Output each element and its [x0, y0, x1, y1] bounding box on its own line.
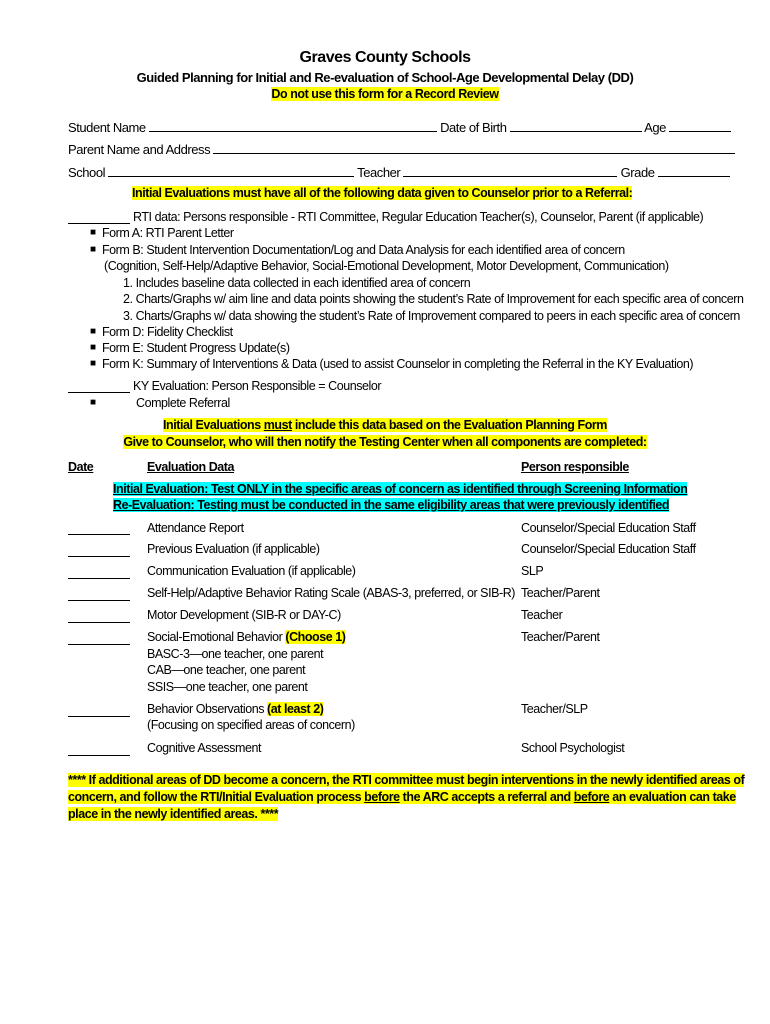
date-blank[interactable]: [68, 716, 130, 717]
ky-check-blank[interactable]: [68, 392, 130, 393]
evaluation-item: Motor Development (SIB-R or DAY-C): [147, 608, 341, 622]
person-responsible: Counselor/Special Education Staff: [521, 521, 696, 535]
date-blank[interactable]: [68, 534, 130, 535]
rti-line: RTI data: Persons responsible - RTI Committee, Regular Education Teacher(s), Counselor, Parent (if applicable): [133, 210, 704, 224]
school-row: [68, 164, 730, 180]
person-responsible: Teacher/Parent: [521, 586, 600, 600]
date-blank[interactable]: [68, 600, 130, 601]
age-field[interactable]: [669, 119, 731, 132]
footer-note-line1: **** If additional areas of DD become a concern, the RTI committee must begin interventions in the newly identified areas of: [68, 773, 745, 787]
date-blank[interactable]: [68, 556, 130, 557]
grade-field[interactable]: [658, 164, 730, 177]
person-responsible: Counselor/Special Education Staff: [521, 542, 696, 556]
footer-note-line3: place in the newly identified areas. ****: [68, 807, 279, 821]
page-title: Graves County Schools: [299, 49, 471, 66]
grade-label: Grade: [620, 165, 655, 180]
evaluation-item: Communication Evaluation (if applicable): [147, 564, 356, 578]
evaluation-item: Self-Help/Adaptive Behavior Rating Scale (ABAS-3, preferred, or SIB-R): [147, 586, 515, 600]
parent-field[interactable]: [213, 141, 735, 154]
form-d-item: Form D: Fidelity Checklist: [102, 325, 233, 339]
parent-row: [68, 141, 735, 157]
form-e-item: Form E: Student Progress Update(s): [102, 341, 290, 355]
rti-check-blank[interactable]: [68, 223, 130, 224]
page-subtitle: Guided Planning for Initial and Re-evaluation of School-Age Developmental Delay (DD): [136, 70, 634, 85]
student-info-row: [68, 119, 731, 135]
form-b-item: Form B: Student Intervention Documentation/Log and Data Analysis for each identified area of concern: [102, 243, 625, 257]
section2-subheading: Give to Counselor, who will then notify the Testing Center when all components are completed:: [123, 435, 647, 449]
complete-referral-item: Complete Referral: [136, 396, 230, 410]
footer-note-line2: concern, and follow the RTI/Initial Evaluation process before the ARC accepts a referral and before an evaluation can take: [68, 790, 736, 804]
bullet-icon: ■: [90, 358, 97, 369]
age-label: Age: [644, 120, 666, 135]
section1-heading: Initial Evaluations must have all of the following data given to Counselor prior to a Referral:: [132, 186, 633, 200]
person-responsible: SLP: [521, 564, 544, 578]
bullet-icon: ■: [90, 244, 97, 255]
student-name-field[interactable]: [149, 119, 437, 132]
school-field[interactable]: [108, 164, 354, 177]
form-k-item: Form K: Summary of Interventions & Data (used to assist Counselor in completing the Referral in the KY Evaluation): [102, 357, 694, 371]
sub-option: BASC-3—one teacher, one parent: [147, 647, 324, 661]
teacher-label: Teacher: [357, 165, 401, 180]
parent-label: Parent Name and Address: [68, 142, 211, 157]
person-responsible: Teacher/Parent: [521, 630, 600, 644]
column-person-responsible: Person responsible: [521, 460, 629, 474]
sub-option: CAB—one teacher, one parent: [147, 663, 306, 677]
bullet-icon: ■: [90, 227, 97, 238]
school-label: School: [68, 165, 106, 180]
evaluation-item: Attendance Report: [147, 521, 244, 535]
dob-label: Date of Birth: [440, 120, 507, 135]
ky-evaluation-line: KY Evaluation: Person Responsible = Counselor: [133, 379, 382, 393]
teacher-field[interactable]: [403, 164, 617, 177]
dob-field[interactable]: [510, 119, 642, 132]
date-blank[interactable]: [68, 578, 130, 579]
re-evaluation-note: Re-Evaluation: Testing must be conducted in the same eligibility areas that were previously identified: [113, 498, 670, 512]
date-blank[interactable]: [68, 644, 130, 645]
form-a-item: Form A: RTI Parent Letter: [102, 226, 234, 240]
bullet-icon: ■: [90, 326, 97, 337]
person-responsible: Teacher: [521, 608, 563, 622]
evaluation-item: Behavior Observations (at least 2): [147, 702, 324, 716]
bullet-icon: ■: [90, 397, 97, 408]
sub-option: (Focusing on specified areas of concern): [147, 718, 355, 732]
bullet-icon: ■: [90, 342, 97, 353]
at-least-two-highlight: (at least 2): [267, 702, 324, 716]
evaluation-item: Social-Emotional Behavior (Choose 1): [147, 630, 346, 644]
evaluation-item: Previous Evaluation (if applicable): [147, 542, 320, 556]
person-responsible: School Psychologist: [521, 741, 625, 755]
evaluation-item: Cognitive Assessment: [147, 741, 261, 755]
form-b-areas: (Cognition, Self-Help/Adaptive Behavior, Social-Emotional Development, Motor Development, Communication): [104, 259, 669, 273]
choose-one-highlight: (Choose 1): [285, 630, 346, 644]
numbered-item-1: 1. Includes baseline data collected in each identified area of concern: [123, 276, 471, 290]
date-blank[interactable]: [68, 622, 130, 623]
initial-evaluation-note: Initial Evaluation: Test ONLY in the specific areas of concern as identified through Screening Information: [113, 482, 688, 496]
student-name-label: Student Name: [68, 120, 146, 135]
warning-note: Do not use this form for a Record Review: [271, 87, 499, 101]
date-blank[interactable]: [68, 755, 130, 756]
section2-heading: Initial Evaluations must include this data based on the Evaluation Planning Form: [163, 418, 607, 432]
sub-option: SSIS—one teacher, one parent: [147, 680, 308, 694]
person-responsible: Teacher/SLP: [521, 702, 588, 716]
column-evaluation-data: Evaluation Data: [147, 460, 235, 474]
numbered-item-3: 3. Charts/Graphs w/ data showing the student’s Rate of Improvement compared to peers in each specific area of concern: [123, 309, 740, 323]
column-date: Date: [68, 460, 94, 474]
numbered-item-2: 2. Charts/Graphs w/ aim line and data points showing the student’s Rate of Improvement for each specific area of concern: [123, 292, 744, 306]
